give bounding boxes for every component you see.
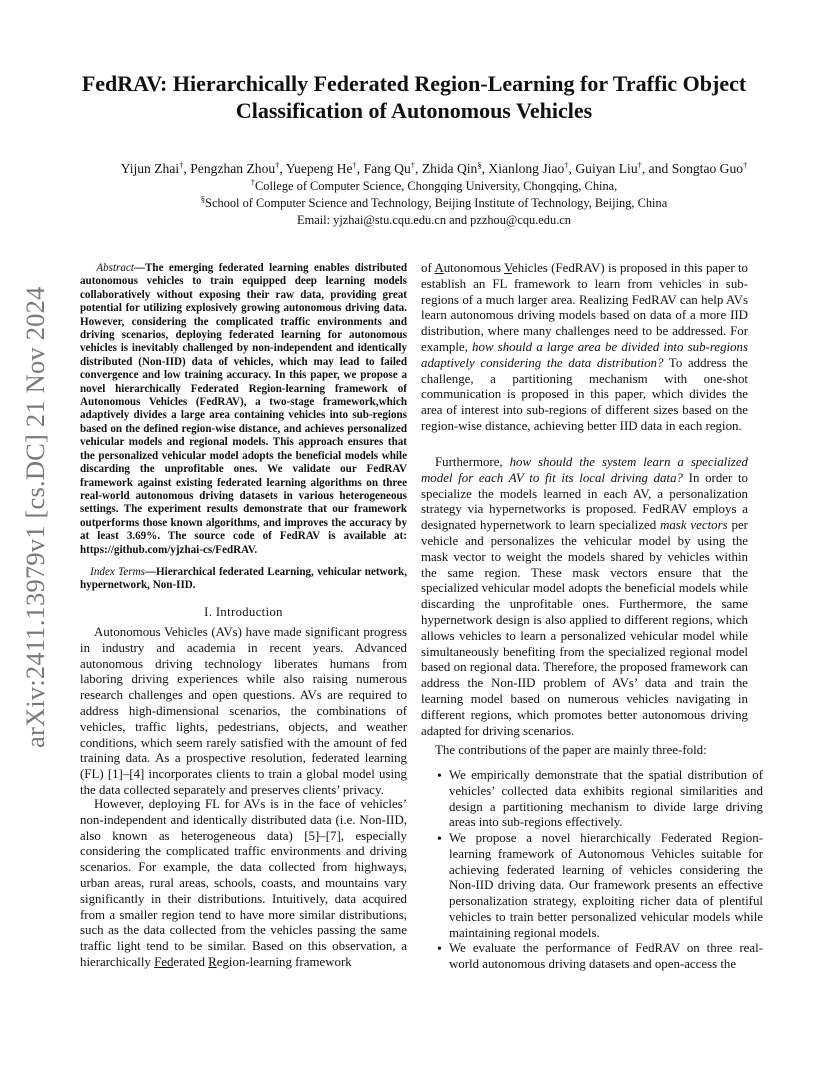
body-paragraph	[421, 261, 748, 435]
text-run: To address the challenge, a partitioning mechanism with one-shot communication is proposed in this paper, which divides the area of interest into sub-regions of different sizes based on the region-wise distance, achieving better IID data in each region.	[421, 355, 749, 433]
email-line: Email: yjzhai@stu.cqu.edu.cn and pzzhou@cqu.edu.cn	[297, 213, 571, 227]
author: Fang Qu	[363, 161, 411, 176]
affiliation-1	[60, 178, 808, 194]
arxiv-side-stamp: arXiv:2411.13979v1 [cs.DC] 21 Nov 2024	[20, 286, 50, 748]
author: Zhida Qin	[421, 161, 478, 176]
text-run: In order to specialize the models learned in each AV, a personalization strategy via hypernetworks is proposed. FedRAV employs a designated hypernetwork to learn specialized	[421, 470, 748, 533]
italic-term: mask vectors	[660, 518, 728, 533]
text-run: of	[421, 261, 435, 275]
body-paragraph	[421, 455, 748, 739]
index-terms-label: Index Terms	[90, 566, 145, 578]
authors-conjunction: and	[648, 161, 669, 176]
section-heading: I. Introduction	[204, 605, 283, 619]
affiliation-mark: §	[200, 194, 206, 204]
paper-title: FedRAV: Hierarchically Federated Region-Learning for Traffic Object Classification of Autonomous Vehicles	[81, 71, 747, 123]
contribution-item: We evaluate the performance of FedRAV on three real-world autonomous driving datasets and open-access the	[449, 941, 763, 971]
text-run: per vehicle and personalizes the vehicular model by using the mask vector to weight the models shared by vehicles within the same region. These mask vectors ensure that the specialized vehicular model adopts the beneficial models while discarding the unprofitable ones. Furthermore, the same hypernetwork design is also applied to different regions, which allows vehicles to learn a personalized vehicular model while simultaneously benefiting from the specialized regional model based on regional data. Therefore, the proposed framework can address the Non-IID problem of AVs’ data and train the learning model based on numerous vehicles navigating in different regions, which promotes better autonomous driving adapted for driving scenarios.	[421, 518, 748, 738]
bullet-glyph: •	[437, 769, 442, 784]
author: Yuepeng He	[285, 161, 353, 176]
intro-paragraph: Autonomous Vehicles (AVs) have made significant progress in industry and academia in recent years. Advanced autonomous driving technology liberates humans from laboring driving experiences while also raising numerous research challenges and open questions. AVs are required to address high-dimensional scenarios, the combinations of vehicles, traffic lights, pedestrians, objects, and weather conditions, which seem rarely satisfied with the amount of fed training data. As a prospective resolution, federated learning (FL) [1]–[4] incorporates clients to train a global model using the data collected separately and preserves clients’ privacy.	[80, 625, 407, 797]
affiliation-mark: †	[564, 160, 569, 170]
text-run: egion-learning framework	[216, 954, 352, 969]
affiliation-mark: †	[250, 177, 255, 187]
intro-paragraph	[80, 797, 407, 971]
author: Yijun Zhai	[120, 161, 180, 176]
author: Songtao Guo	[671, 161, 744, 176]
affiliation-mark: †	[743, 160, 748, 170]
bullet-glyph: •	[437, 942, 442, 957]
italic-question: how should the system learn a specialized model for each AV to fit its local driving data?	[421, 455, 748, 485]
abstract-label: Abstract	[96, 262, 134, 274]
affiliation-text: School of Computer Science and Technology, Beijing Institute of Technology, Beijing, China	[205, 196, 668, 210]
author: Pengzhan Zhou	[190, 161, 276, 176]
author: Guiyan Liu	[575, 161, 638, 176]
affiliation-mark: †	[352, 160, 357, 170]
text-run: Furthermore,	[435, 455, 510, 469]
italic-question: how should a large area be divided into sub-regions adaptively considering the data distribution?	[421, 339, 749, 370]
affiliation-2	[60, 195, 808, 211]
affiliation-mark: †	[410, 160, 416, 170]
author: Xianlong Jiao	[488, 161, 565, 176]
text-run: ehicles (FedRAV) is proposed in this paper to establish an FL framework to learn from vehicles in sub-regions of a much larger area. Realizing FedRAV can help AVs learn autonomous driving models based on data of a more IID distribution, where many challenges need to be addressed. For example,	[421, 261, 748, 354]
index-terms-body: —Hierarchical federated Learning, vehicular network, hypernetwork, Non-IID.	[80, 566, 407, 592]
affiliation-mark: †	[637, 160, 642, 170]
contribution-item: We propose a novel hierarchically Federated Region-learning framework of Autonomous Vehicles suitable for achieving federated learning of vehicles considering the Non-IID driving data. Our framework presents an effective personalization strategy, exploiting richer data of plentiful vehicles to train better personalized vehicular models while maintaining regional models.	[449, 831, 763, 940]
affiliation-mark: †	[179, 160, 184, 170]
underlined-text: Fed	[154, 954, 174, 969]
text-run: utonomous	[443, 261, 505, 275]
text-run: erated	[173, 954, 209, 969]
contributions-intro: The contributions of the paper are mainly three-fold:	[435, 743, 707, 757]
affiliation-mark: §	[477, 160, 482, 170]
affiliation-text: College of Computer Science, Chongqing University, Chongqing, China,	[254, 179, 618, 193]
underlined-text: A	[434, 261, 444, 275]
contribution-item: We empirically demonstrate that the spatial distribution of vehicles’ collected data exhibits regional similarities and design a partitioning mechanism to divide large driving areas into sub-regions effectively.	[449, 768, 763, 830]
underlined-text: V	[504, 261, 513, 275]
author-list: Yijun Zhai†, Pengzhan Zhou†, Yuepeng He†, Fang Qu†, Zhida Qin§, Xianlong Jiao†, Guiyan Liu†, and Songtao Guo†	[120, 160, 748, 176]
bullet-glyph: •	[437, 832, 442, 847]
affiliation-mark: †	[275, 160, 280, 170]
index-terms	[80, 566, 407, 593]
abstract-body: —The emerging federated learning enables distributed autonomous vehicles to train equipped deep learning models collaboratively without exposing their raw data, providing great potential for utilizing explosively growing autonomous driving data. However, considering the complicated traffic environments and driving scenarios, deploying federated learning for autonomous vehicles is inevitably challenged by non-independent and identically distributed (Non-IID) data of vehicles, which may lead to failed convergence and low training accuracy. In this paper, we propose a novel hierarchically Federated Region-learning framework of Autonomous Vehicles (FedRAV), a two-stage framework,which adaptively divides a large area containing vehicles into sub-regions based on the defined region-wise distance, and achieves personalized vehicular models and regional models. This approach ensures that the personalized vehicular model adopts the beneficial models while discarding the unprofitable ones. We validate our FedRAV framework against existing federated learning algorithms on three real-world autonomous driving datasets in various heterogeneous settings. The experiment results demonstrate that our framework outperforms those known algorithms, and improves the accuracy by at least 3.69%. The source code of FedRAV is available at: https://github.com/yjzhai-cs/FedRAV.	[80, 262, 407, 556]
abstract	[80, 262, 407, 557]
text-run: However, deploying FL for AVs is in the face of vehicles’ non-independent and identically distributed data (i.e. Non-IID, also known as heterogeneous data) [5]–[7], especially considering the complicated traffic environments and driving scenarios. For example, the data collected from highways, urban areas, rural areas, schools, coasts, and mountains vary significantly in their distributions. Intuitively, data acquired from a smaller region tend to have more similar distributions, such as the data collected from the vehicles passing the same traffic light tend to be similar. Based on this observation, a hierarchically	[80, 797, 407, 969]
underlined-text: R	[208, 954, 217, 969]
